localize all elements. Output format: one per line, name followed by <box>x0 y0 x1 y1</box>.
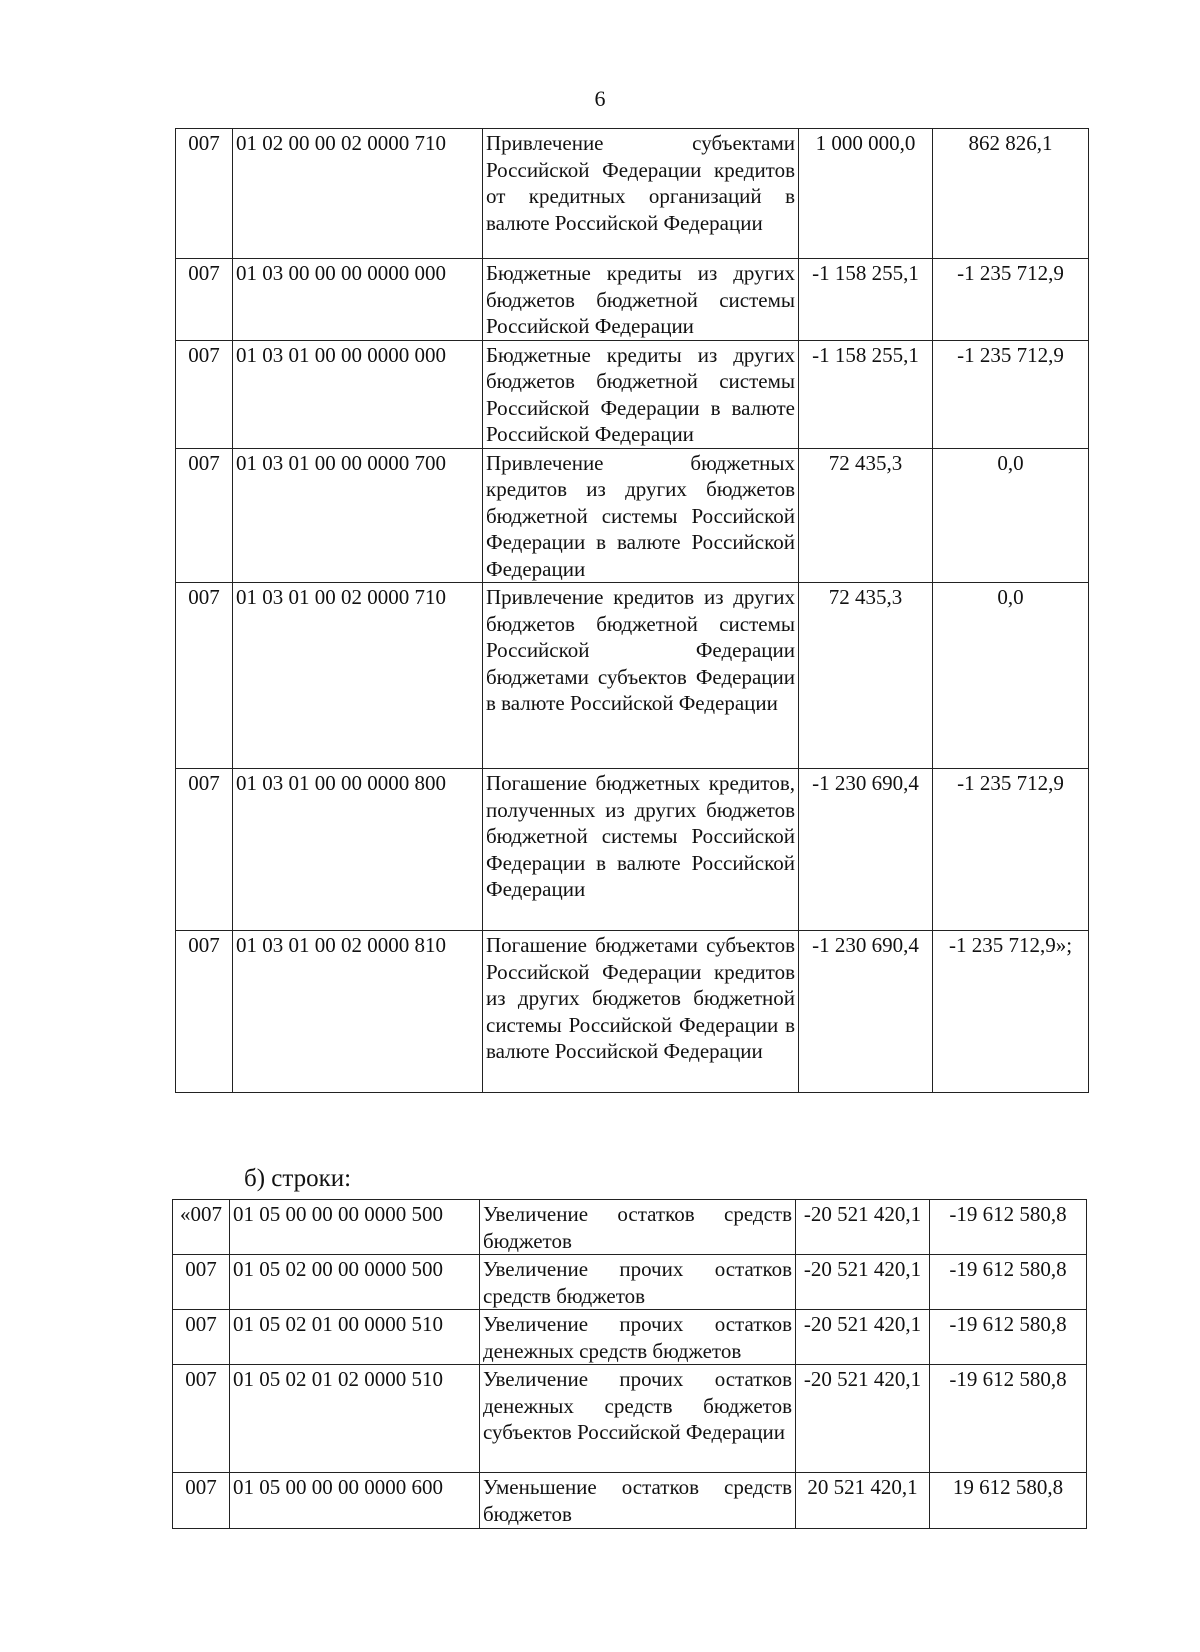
admin-code-cell: «007 <box>173 1200 230 1255</box>
description-cell: Привлечение субъектами Российской Федерации кредитов от кредитных организаций в валюте Российской Федерации <box>483 129 799 259</box>
budget-classification-code-cell: 01 05 02 01 00 0000 510 <box>230 1310 480 1365</box>
table-row <box>173 1200 1087 1255</box>
admin-code-cell: 007 <box>176 583 233 769</box>
table-row <box>176 129 1089 259</box>
amount-year-2-cell: -19 612 580,8 <box>930 1310 1087 1365</box>
budget-classification-code-cell: 01 03 01 00 00 0000 000 <box>233 340 483 448</box>
section-b-label: б) строки: <box>244 1165 352 1192</box>
table-row <box>176 931 1089 1093</box>
description-cell: Погашение бюджетных кредитов, полученных из других бюджетов бюджетной системы Российской Федерации в валюте Российской Федерации <box>483 769 799 931</box>
page-number: 6 <box>594 86 606 111</box>
budget-classification-code-cell: 01 03 01 00 02 0000 810 <box>233 931 483 1093</box>
admin-code-cell: 007 <box>176 448 233 583</box>
description-cell: Бюджетные кредиты из других бюджетов бюджетной системы Российской Федерации в валюте Российской Федерации <box>483 340 799 448</box>
budget-classification-code-cell: 01 05 02 00 00 0000 500 <box>230 1255 480 1310</box>
description-cell: Увеличение прочих остатков средств бюджетов <box>480 1255 796 1310</box>
budget-classification-code-cell: 01 03 01 00 00 0000 800 <box>233 769 483 931</box>
description-cell: Уменьшение остатков средств бюджетов <box>480 1473 796 1529</box>
table-row <box>176 259 1089 341</box>
table-sources-financing-part-b <box>172 1199 1087 1529</box>
amount-year-1-cell: 1 000 000,0 <box>799 129 933 259</box>
table-row <box>173 1310 1087 1365</box>
description-cell: Увеличение остатков средств бюджетов <box>480 1200 796 1255</box>
amount-year-2-cell: 0,0 <box>933 448 1089 583</box>
table-row <box>173 1255 1087 1310</box>
table-row <box>176 769 1089 931</box>
admin-code-cell: 007 <box>176 769 233 931</box>
table-row <box>173 1365 1087 1473</box>
amount-year-2-cell: -1 235 712,9»; <box>933 931 1089 1093</box>
budget-classification-code-cell: 01 05 02 01 02 0000 510 <box>230 1365 480 1473</box>
description-cell: Привлечение кредитов из других бюджетов бюджетной системы Российской Федерации бюджетами субъектов Федерации в валюте Российской Федерации <box>483 583 799 769</box>
budget-classification-code-cell: 01 03 00 00 00 0000 000 <box>233 259 483 341</box>
amount-year-2-cell: -19 612 580,8 <box>930 1365 1087 1473</box>
amount-year-1-cell: -20 521 420,1 <box>796 1200 930 1255</box>
amount-year-1-cell: 72 435,3 <box>799 448 933 583</box>
table-row <box>176 583 1089 769</box>
budget-classification-code-cell: 01 03 01 00 00 0000 700 <box>233 448 483 583</box>
description-cell: Увеличение прочих остатков денежных средств бюджетов субъектов Российской Федерации <box>480 1365 796 1473</box>
amount-year-2-cell: -19 612 580,8 <box>930 1200 1087 1255</box>
admin-code-cell: 007 <box>173 1365 230 1473</box>
amount-year-2-cell: -1 235 712,9 <box>933 340 1089 448</box>
admin-code-cell: 007 <box>176 259 233 341</box>
admin-code-cell: 007 <box>173 1255 230 1310</box>
description-cell: Погашение бюджетами субъектов Российской Федерации кредитов из других бюджетов бюджетной системы Российской Федерации в валюте Российской Федерации <box>483 931 799 1093</box>
admin-code-cell: 007 <box>173 1310 230 1365</box>
amount-year-1-cell: 20 521 420,1 <box>796 1473 930 1529</box>
amount-year-2-cell: 0,0 <box>933 583 1089 769</box>
budget-classification-code-cell: 01 03 01 00 02 0000 710 <box>233 583 483 769</box>
budget-classification-code-cell: 01 02 00 00 02 0000 710 <box>233 129 483 259</box>
amount-year-1-cell: 72 435,3 <box>799 583 933 769</box>
admin-code-cell: 007 <box>176 931 233 1093</box>
budget-classification-code-cell: 01 05 00 00 00 0000 500 <box>230 1200 480 1255</box>
amount-year-2-cell: 19 612 580,8 <box>930 1473 1087 1529</box>
description-cell: Бюджетные кредиты из других бюджетов бюджетной системы Российской Федерации <box>483 259 799 341</box>
budget-classification-code-cell: 01 05 00 00 00 0000 600 <box>230 1473 480 1529</box>
table-sources-financing-part-a <box>175 128 1089 1093</box>
admin-code-cell: 007 <box>173 1473 230 1529</box>
table-row <box>176 340 1089 448</box>
amount-year-1-cell: -1 230 690,4 <box>799 931 933 1093</box>
amount-year-2-cell: 862 826,1 <box>933 129 1089 259</box>
table-row <box>176 448 1089 583</box>
description-cell: Привлечение бюджетных кредитов из других бюджетов бюджетной системы Российской Федерации в валюте Российской Федерации <box>483 448 799 583</box>
amount-year-2-cell: -19 612 580,8 <box>930 1255 1087 1310</box>
amount-year-2-cell: -1 235 712,9 <box>933 769 1089 931</box>
admin-code-cell: 007 <box>176 129 233 259</box>
amount-year-1-cell: -1 230 690,4 <box>799 769 933 931</box>
amount-year-1-cell: -20 521 420,1 <box>796 1310 930 1365</box>
table-row <box>173 1473 1087 1529</box>
description-cell: Увеличение прочих остатков денежных средств бюджетов <box>480 1310 796 1365</box>
admin-code-cell: 007 <box>176 340 233 448</box>
amount-year-2-cell: -1 235 712,9 <box>933 259 1089 341</box>
amount-year-1-cell: -1 158 255,1 <box>799 259 933 341</box>
amount-year-1-cell: -20 521 420,1 <box>796 1365 930 1473</box>
amount-year-1-cell: -1 158 255,1 <box>799 340 933 448</box>
amount-year-1-cell: -20 521 420,1 <box>796 1255 930 1310</box>
